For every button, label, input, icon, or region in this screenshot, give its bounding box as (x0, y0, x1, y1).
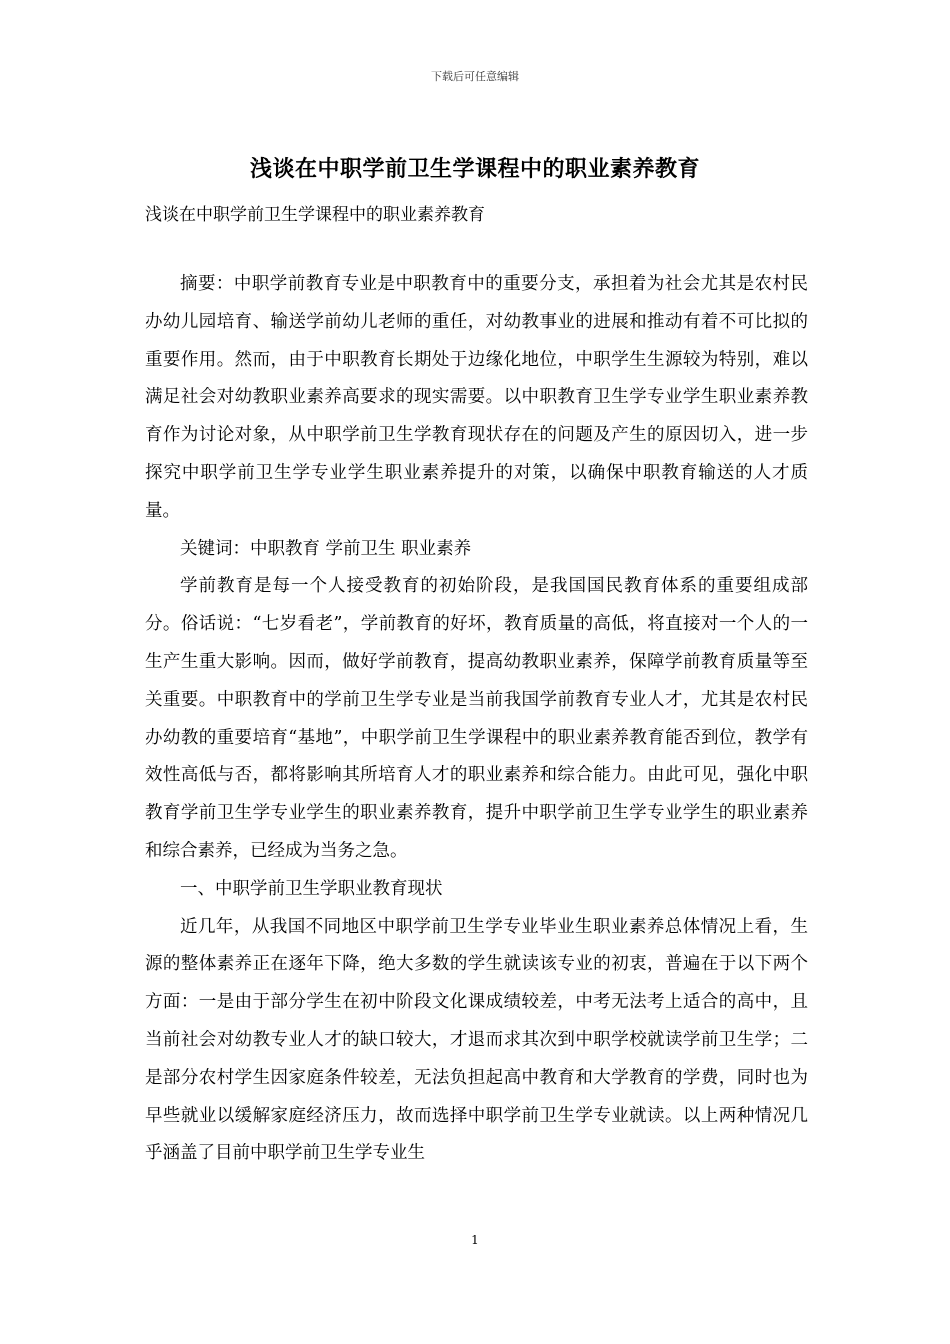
abstract-paragraph: 摘要：中职学前教育专业是中职教育中的重要分支，承担着为社会尤其是农村民办幼儿园培育、输送学前幼儿老师的重任，对幼教事业的进展和推动有着不可比拟的重要作用。然而，由于中职教育长期处于边缘化地位，中职学生生源较为特别，难以满足社会对幼教职业素养高要求的现实需要。以中职教育卫生学专业学生职业素养教育作为讨论对象，从中职学前卫生学教育现状存在的问题及产生的原因切入，进一步探究中职学前卫生学专业学生职业素养提升的对策，以确保中职教育输送的人才质量。 (145, 274, 808, 521)
page-number: 1 (471, 1233, 479, 1247)
section-paragraph: 近几年，从我国不同地区中职学前卫生学专业毕业生职业素养总体情况上看，生源的整体素养正在逐年下降，绝大多数的学生就读该专业的初衷，普遍在于以下两个方面：一是由于部分学生在初中阶段文化课成绩较差，中考无法考上适合的高中，且当前社会对幼教专业人才的缺口较大，才退而求其次到中职学校就读学前卫生学；二是部分农村学生因家庭条件较差，无法负担起高中教育和大学教育的学费，同时也为早些就业以缓解家庭经济压力，故而选择中职学前卫生学专业就读。以上两种情况几乎涵盖了目前中职学前卫生学专业生 (145, 916, 808, 1164)
keywords-paragraph: 关键词：中职教育 学前卫生 职业素养 (180, 538, 472, 559)
document-subtitle: 浅谈在中职学前卫生学课程中的职业素养教育 (145, 205, 485, 225)
document-body (145, 266, 808, 1173)
header-note: 下载后可任意编辑 (431, 70, 519, 83)
section-heading: 一、中职学前卫生学职业教育现状 (180, 878, 443, 899)
intro-paragraph: 学前教育是每一个人接受教育的初始阶段，是我国国民教育体系的重要组成部分。俗话说：“七岁看老”，学前教育的好坏，教育质量的高低，将直接对一个人的一生产生重大影响。因而，做好学前教育，提高幼教职业素养，保障学前教育质量等至关重要。中职教育中的学前卫生学专业是当前我国学前教育专业人才，尤其是农村民办幼教的重要培育“基地”，中职学前卫生学课程中的职业素养教育能否到位，教学有效性高低与否，都将影响其所培育人才的职业素养和综合能力。由此可见，强化中职教育学前卫生学专业学生的职业素养教育，提升中职学前卫生学专业学生的职业素养和综合素养，已经成为当务之急。 (145, 576, 808, 861)
document-title: 浅谈在中职学前卫生学课程中的职业素养教育 (249, 156, 700, 182)
